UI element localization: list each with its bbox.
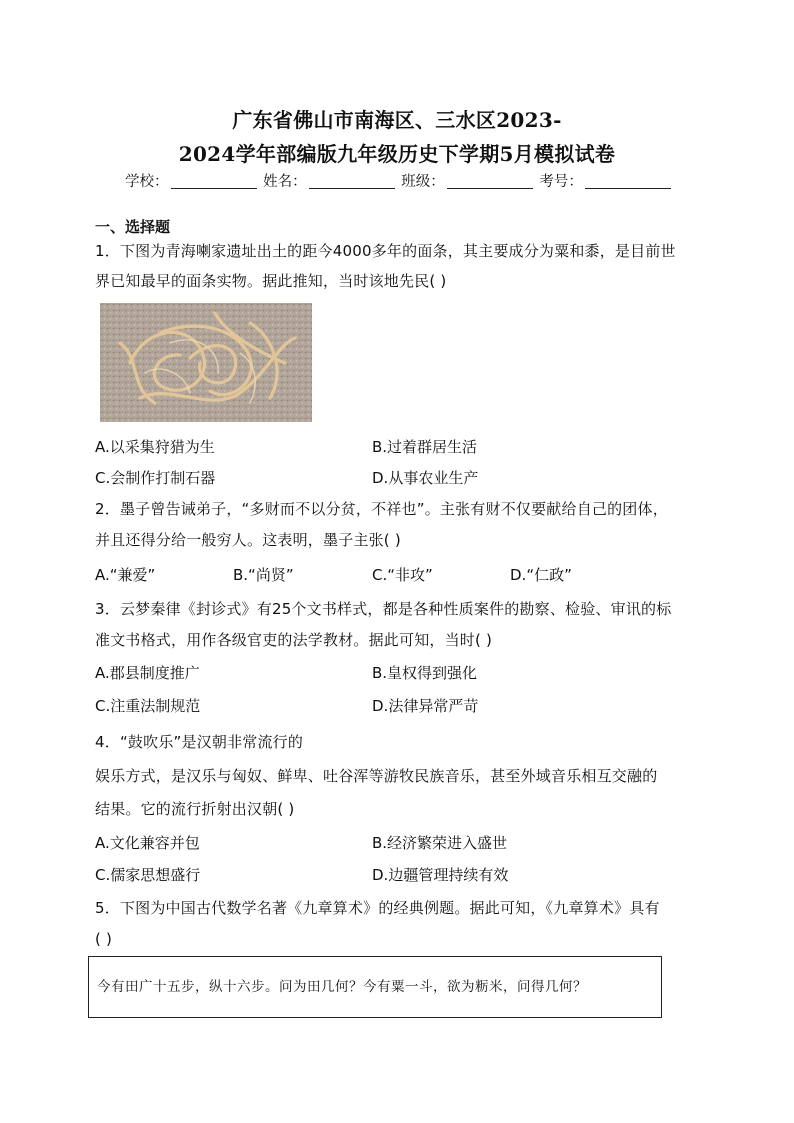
- q5-text-line-2: ( ): [95, 930, 113, 948]
- q1-option-c[interactable]: C.会制作打制石器: [95, 469, 216, 487]
- q3-option-c[interactable]: C.注重法制规范: [95, 697, 201, 715]
- noodle-photo: [100, 303, 312, 422]
- number-blank[interactable]: [585, 174, 671, 189]
- q2-option-d[interactable]: D.“仁政”: [510, 566, 572, 584]
- name-blank[interactable]: [309, 174, 395, 189]
- student-info-line: [125, 170, 673, 191]
- q4-option-b[interactable]: B.经济繁荣进入盛世: [372, 834, 508, 852]
- name-label: 姓名：: [263, 174, 307, 190]
- q1-option-a[interactable]: A.以采集狩猎为生: [95, 438, 215, 456]
- q2-option-a[interactable]: A.“兼爱”: [95, 566, 156, 584]
- q2-option-c[interactable]: C.“非攻”: [372, 566, 433, 584]
- q4-text-line-3: 结果。它的流行折射出汉朝( ): [95, 800, 295, 818]
- q2-option-b[interactable]: B.“尚贤”: [233, 566, 294, 584]
- q4-option-a[interactable]: A.文化兼容并包: [95, 834, 200, 852]
- school-label: 学校：: [125, 174, 169, 190]
- q3-option-b[interactable]: B.皇权得到强化: [372, 664, 478, 682]
- q3-option-d[interactable]: D.法律异常严苛: [372, 697, 479, 715]
- q4-option-c[interactable]: C.儒家思想盛行: [95, 866, 201, 884]
- noodle-photo-graphic: [100, 303, 312, 422]
- section-heading: 一、选择题: [95, 218, 171, 236]
- class-blank[interactable]: [447, 174, 533, 189]
- q3-option-a[interactable]: A.郡县制度推广: [95, 664, 200, 682]
- q5-quote-text: 今有田广十五步，纵十六步。问为田几何？今有粟一斗，欲为粝米，问得几何？: [97, 979, 587, 995]
- q1-option-b[interactable]: B.过着群居生活: [372, 438, 478, 456]
- q2-text-line-1: 2．墨子曾告诫弟子，“多财而不以分贫，不祥也”。主张有财不仅要献给自己的团体，: [95, 500, 668, 518]
- class-label: 班级：: [401, 174, 445, 190]
- q4-text-line-1: 4．“鼓吹乐”是汉朝非常流行的: [95, 733, 304, 751]
- q3-text-line-1: 3．云梦秦律《封诊式》有25个文书样式，都是各种性质案件的勘察、检验、审讯的标: [95, 600, 672, 618]
- q3-text-line-2: 准文书格式，用作各级官吏的法学教材。据此可知，当时( ): [95, 631, 493, 649]
- q5-quote-box: [88, 956, 662, 1018]
- school-blank[interactable]: [171, 174, 257, 189]
- q5-text-line-1: 5．下图为中国古代数学名著《九章算术》的经典例题。据此可知，《九章算术》具有: [95, 899, 660, 917]
- exam-title-line-1: 广东省佛山市南海区、三水区2023-: [232, 108, 562, 132]
- q1-text-line-2: 界已知最早的面条实物。据此推知，当时该地先民( ): [95, 272, 447, 290]
- number-label: 考号：: [539, 174, 583, 190]
- q4-text-line-2: 娱乐方式，是汉乐与匈奴、鲜卑、吐谷浑等游牧民族音乐，甚至外域音乐相互交融的: [95, 767, 658, 785]
- q2-text-line-2: 并且还得分给一般穷人。这表明，墨子主张( ): [95, 531, 401, 549]
- q1-option-d[interactable]: D.从事农业生产: [372, 469, 479, 487]
- q1-text-line-1: 1．下图为青海喇家遗址出土的距今4000多年的面条，其主要成分为粟和黍，是目前世: [95, 242, 676, 260]
- exam-title-line-2: 2024学年部编版九年级历史下学期5月模拟试卷: [178, 142, 616, 166]
- q4-option-d[interactable]: D.边疆管理持续有效: [372, 866, 509, 884]
